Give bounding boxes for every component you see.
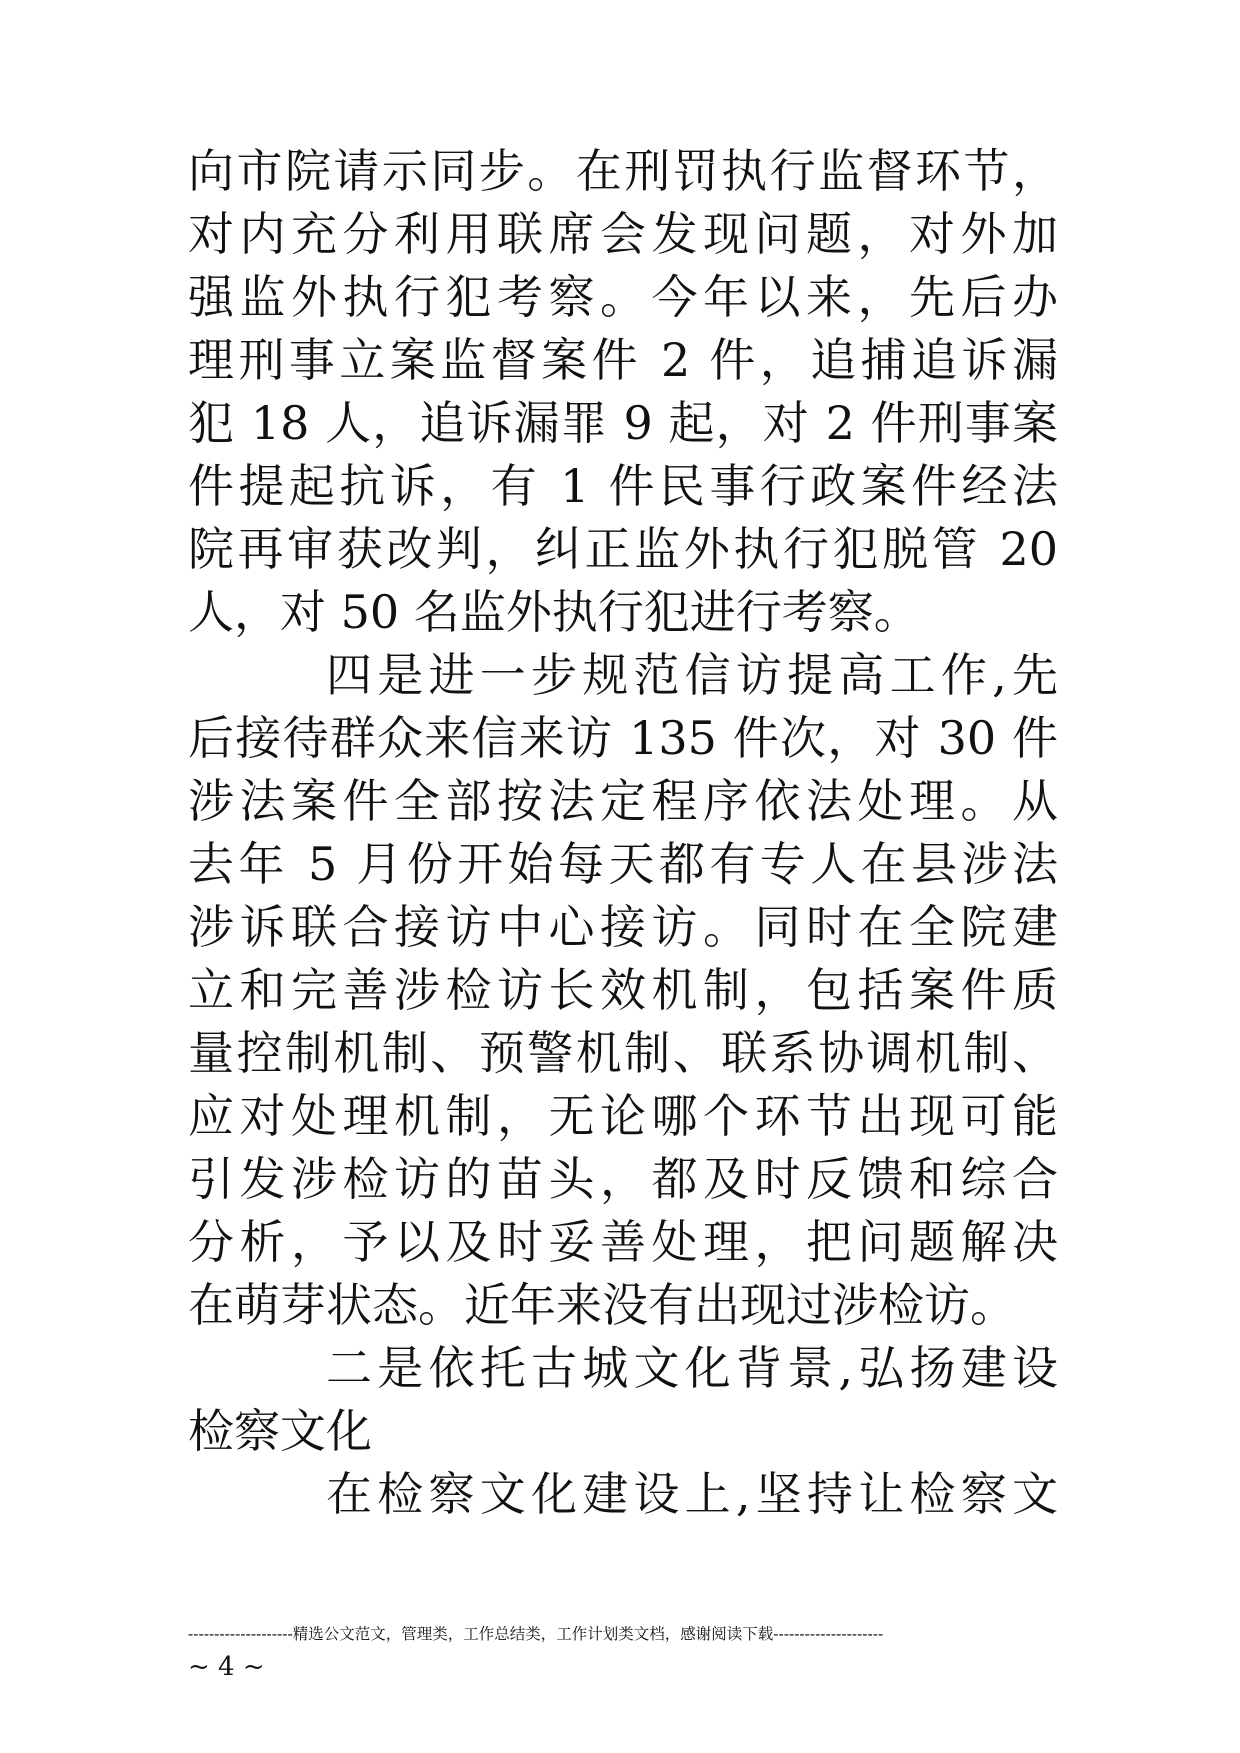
section-heading-line: 二是依托古城文化背景,弘扬建设 (326, 1341, 1058, 1395)
text-line: 强监外执行犯考察。今年以来，先后办 (188, 270, 1058, 324)
text-line: 院再审获改判，纠正监外执行犯脱管 20 (188, 522, 1058, 576)
page-number: ~ 4 ~ (188, 1652, 265, 1682)
body-text (188, 140, 1058, 1526)
text-line: 对内充分利用联席会发现问题，对外加 (188, 207, 1058, 261)
text-line: 引发涉检访的苗头，都及时反馈和综合 (188, 1152, 1058, 1206)
text-line: 量控制机制、预警机制、联系协调机制、 (188, 1026, 1058, 1080)
section-heading-line: 检察文化 (188, 1404, 372, 1458)
paragraph-start-line: 在检察文化建设上,坚持让检察文 (326, 1467, 1058, 1521)
paragraph-start-line: 四是进一步规范信访提高工作,先 (326, 648, 1058, 702)
text-line: 分析，予以及时妥善处理，把问题解决 (188, 1215, 1058, 1269)
text-line: 犯 18 人，追诉漏罪 9 起，对 2 件刑事案 (188, 396, 1058, 450)
footer-banner: --------------------精选公文范文，管理类，工作总结类，工作计划类文档，感谢阅读下载--------------------- (188, 1625, 884, 1643)
text-line: 件提起抗诉，有 1 件民事行政案件经法 (188, 459, 1058, 513)
text-line: 应对处理机制，无论哪个环节出现可能 (188, 1089, 1058, 1143)
text-line: 后接待群众来信来访 135 件次，对 30 件 (188, 711, 1058, 765)
text-line: 理刑事立案监督案件 2 件，追捕追诉漏 (188, 333, 1058, 387)
text-line: 涉诉联合接访中心接访。同时在全院建 (188, 900, 1058, 954)
text-line: 向市院请示同步。在刑罚执行监督环节， (188, 144, 1058, 198)
text-line: 人，对 50 名监外执行犯进行考察。 (188, 585, 920, 639)
text-line: 涉法案件全部按法定程序依法处理。从 (188, 774, 1058, 828)
text-line: 去年 5 月份开始每天都有专人在县涉法 (188, 837, 1058, 891)
text-line: 立和完善涉检访长效机制，包括案件质 (188, 963, 1058, 1017)
text-line: 在萌芽状态。近年来没有出现过涉检访。 (188, 1278, 1016, 1332)
